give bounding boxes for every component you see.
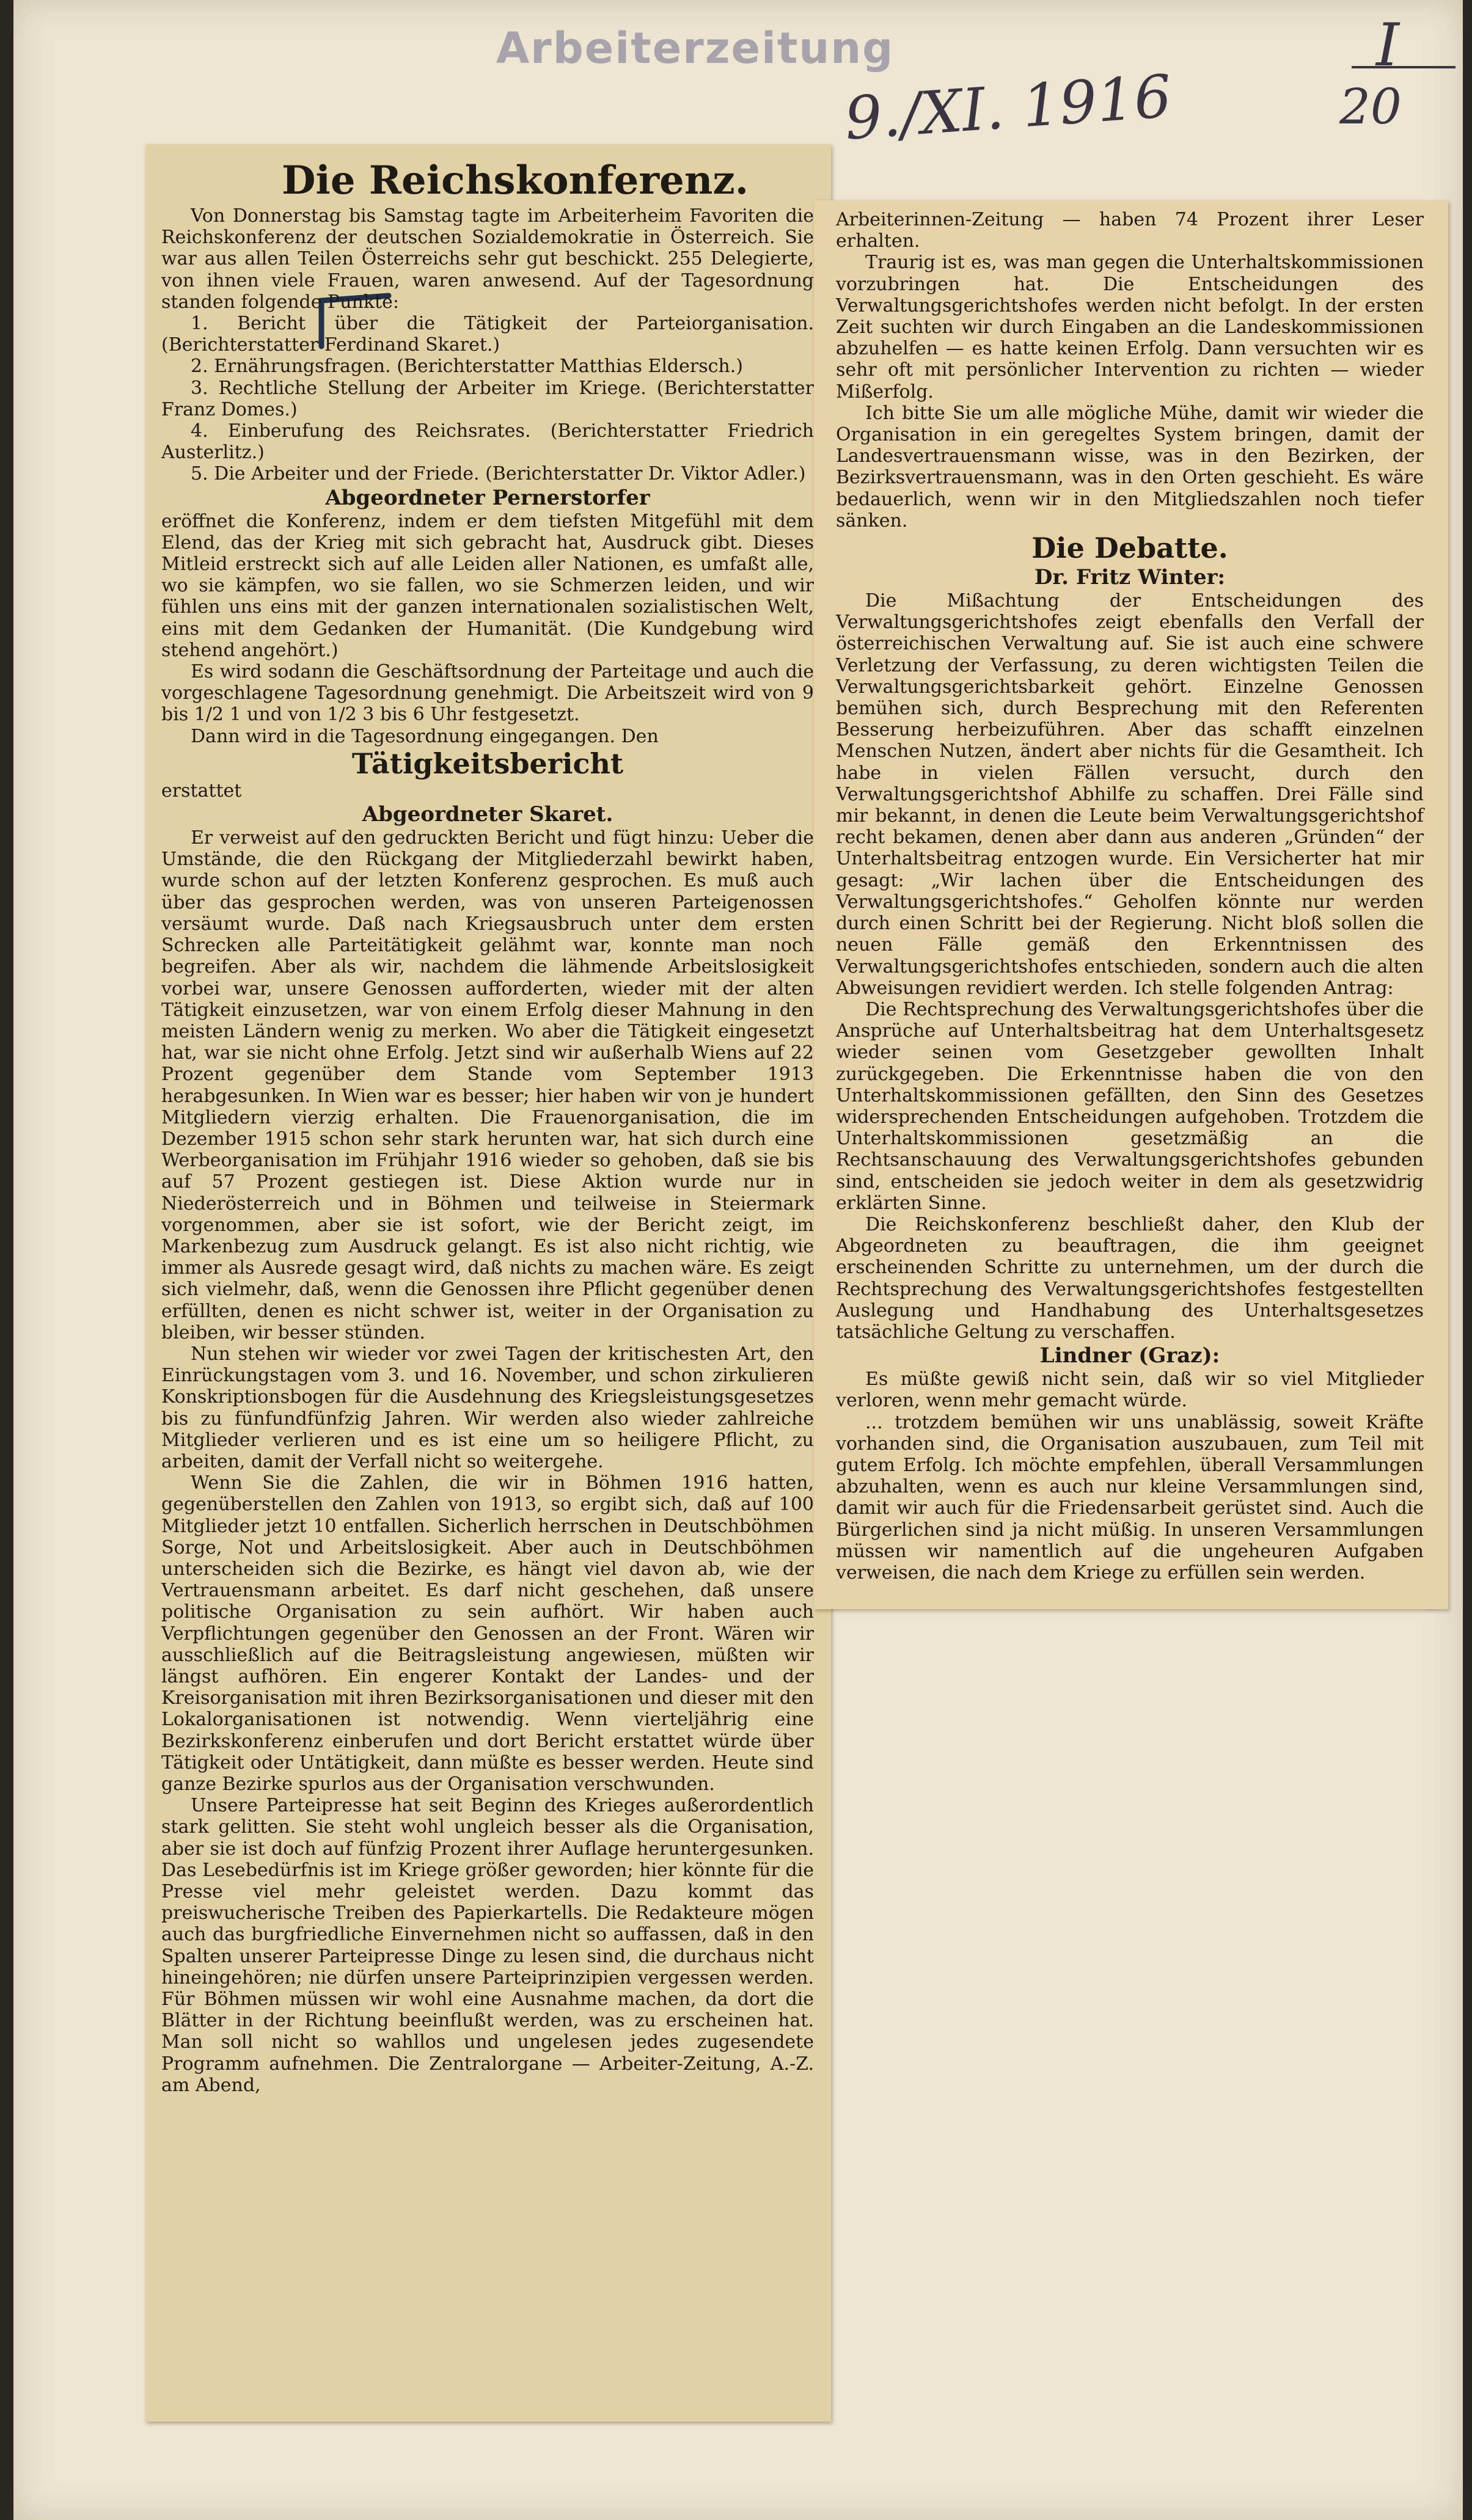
archive-stamp: Arbeiterzeitung <box>496 23 895 73</box>
body-paragraph: Es müßte gewiß nicht sein, daß wir so viel Mitglieder verloren, wenn mehr gemacht würde. <box>836 1368 1424 1412</box>
intro-paragraph: Von Donnerstag bis Samstag tagte im Arbeiterheim Favoriten die Reichskonferenz der deutschen Sozialdemokratie in Österreich. Sie war aus allen Teilen Österreichs sehr gut beschickt. 255 Delegierte, von ihnen viele Frauen, waren anwesend. Auf der Tagesordnung standen folgende Punkte: <box>161 205 814 313</box>
body-paragraph: Arbeiterinnen-Zeitung — haben 74 Prozent ihrer Leser erhalten. <box>836 209 1424 252</box>
newspaper-clipping-right <box>814 200 1448 1609</box>
body-paragraph: ... trotzdem bemühen wir uns unablässig, soweit Kräfte vorhanden sind, die Organisation auszubauen, zum Teil mit gutem Erfolg. Ich möchte empfehlen, überall Versammlungen abzuhalten, wenn es auch nur kleine Versammlungen sind, damit wir auch für die Friedensarbeit gerüstet sind. Auch die Bürgerlichen sind ja nicht müßig. In unseren Versammlungen müssen wir namentlich auf die ungeheuren Aufgaben verweisen, die nach dem Kriege zu erfüllen sein werden. <box>836 1411 1424 1583</box>
archive-sheet <box>13 0 1463 2520</box>
left-column <box>161 156 814 2096</box>
body-paragraph: Es wird sodann die Geschäftsordnung der Parteitage und auch die vorgeschlagene Tagesordnung genehmigt. Die Arbeitszeit wird von 9 bis 1/2 1 und von 1/2 3 bis 6 Uhr festgesetzt. <box>161 661 814 726</box>
section-heading: Tätigkeitsbericht <box>351 747 624 780</box>
speaker-heading: Lindner (Graz): <box>1039 1343 1220 1368</box>
agenda-item: 3. Rechtliche Stellung der Arbeiter im Kriege. (Berichterstatter Franz Domes.) <box>161 377 814 420</box>
body-paragraph: Dann wird in die Tagesordnung eingegangen. Den <box>191 725 659 747</box>
body-paragraph: Traurig ist es, was man gegen die Unterhaltskommissionen vorzubringen hat. Die Entscheidungen des Verwaltungsgerichtshofes werden nicht befolgt. In der ersten Zeit suchten wir durch Eingaben an die Landeskommissionen abzuhelfen — es hatte keinen Erfolg. Dann versuchten wir es sehr oft mit persönlicher Intervention zu richten — wieder Mißerfolg. <box>836 252 1424 403</box>
article-title: Die Reichskonferenz. <box>282 158 749 203</box>
section-heading: Die Debatte. <box>1031 531 1228 565</box>
body-paragraph: erstattet <box>161 780 242 802</box>
speaker-heading: Abgeordneter Skaret. <box>362 802 613 827</box>
body-paragraph: Wenn Sie die Zahlen, die wir in Böhmen 1916 hatten, gegenüberstellen den Zahlen von 1913, so ergibt sich, daß auf 100 Mitglieder jetzt 10 entfallen. Sicherlich herrschen in Deutschböhmen Sorge, Not und Arbeitslosigkeit. Aber auch in Deutschböhmen unterscheiden sich die Bezirke, es hängt viel davon ab, wie der Vertrauensmann arbeitet. Es darf nicht geschehen, daß unsere politische Organisation zu sein aufhört. Wir haben auch Verpflichtungen gegenüber den Genossen an der Front. Wären wir ausschließlich auf die Beitragsleistung angewiesen, müßten wir längst aufhören. Ein engerer Kontakt der Landes- und der Kreisorganisation mit ihren Bezirksorganisationen und dieser mit den Lokalorganisationen ist notwendig. Wenn vierteljährig eine Bezirkskonferenz einberufen und dort Bericht erstattet würde über Tätigkeit oder Untätigkeit, dann müßte es besser werden. Heute sind ganze Bezirke spurlos aus der Organisation verschwunden. <box>161 1472 814 1795</box>
speaker-heading: Dr. Fritz Winter: <box>1034 565 1226 590</box>
body-paragraph: Die Mißachtung der Entscheidungen des Verwaltungsgerichtshofes zeigt ebenfalls den Verfall der österreichischen Verwaltung auf. Sie ist auch eine schwere Verletzung der Verfassung, zu deren wichtigsten Teilen die Verwaltungsgerichtsbarkeit gehört. Einzelne Genossen bemühen sich, durch Besprechung mit den Referenten Besserung herbeizuführen. Aber das schafft einzelnen Menschen Nutzen, ändert aber nichts für die Gesamtheit. Ich habe in vielen Fällen versucht, durch den Verwaltungsgerichtshof Abhilfe zu schaffen. Drei Fälle sind mir bekannt, in denen die Leute beim Verwaltungsgerichtshof recht bekamen, denen aber dann aus anderen „Gründen“ der Unterhaltsbeitrag entzogen wurde. Ein Versicherter hat mir gesagt: „Wir lachen über die Entscheidungen des Verwaltungsgerichtshofes.“ Geholfen könnte nur werden durch einen Schritt bei der Regierung. Nicht bloß sollen die neuen Fälle gemäß den Erkenntnissen des Verwaltungsgerichtshofes entschieden, sondern auch die alten Abweisungen revidiert werden. Ich stelle folgenden Antrag: <box>836 590 1424 999</box>
body-paragraph: Unsere Parteipresse hat seit Beginn des Krieges außerordentlich stark gelitten. Sie steht wohl ungleich besser als die Organisation, aber sie ist doch auf fünfzig Prozent ihrer Auflage heruntergesunken. Das Lesebedürfnis ist im Kriege größer geworden; hier könnte für die Presse viel mehr geleistet werden. Dazu kommt das preiswucherische Treiben des Papierkartells. Die Redakteure mögen auch das burgfriedliche Einvernehmen nicht so auffassen, daß in den Spalten unserer Parteipresse Dinge zu lesen sind, die durchaus nicht hineingehören; nie dürfen unsere Parteiprinzipien vergessen werden. Für Böhmen müssen wir wohl eine Ausnahme machen, da dort die Blätter in der Richtung beeinflußt werden, was zu erscheinen hat. Man soll nicht so wahllos und ungelesen jedes zugesendete Programm aufnehmen. Die Zentralorgane — Arbeiter-Zeitung, A.-Z. am Abend, <box>161 1795 814 2096</box>
body-paragraph: Ich bitte Sie um alle mögliche Mühe, damit wir wieder die Organisation in ein geregeltes System bringen, damit der Landesvertrauensmann wisse, was in den Bezirken, der Bezirksvertrauensmann, was in den Orten geschieht. Es wäre bedauerlich, wenn wir in den Mitgliedszahlen noch tiefer sänken. <box>836 402 1424 531</box>
speaker-heading: Abgeordneter Pernerstorfer <box>325 485 650 510</box>
agenda-item: 1. Bericht über die Tätigkeit der Parteiorganisation. (Berichterstatter Ferdinand Skaret.) <box>161 313 814 356</box>
agenda-item: 4. Einberufung des Reichsrates. (Berichterstatter Friedrich Austerlitz.) <box>161 420 814 464</box>
body-paragraph: Er verweist auf den gedruckten Bericht und fügt hinzu: Ueber die Umstände, die den Rückgang der Mitgliederzahl bewirkt haben, wurde schon auf der letzten Konferenz gesprochen. Es muß auch über das gesprochen werden, was von unseren Parteigenossen versäumt wurde. Daß nach Kriegsausbruch unter dem ersten Schrecken alle Parteitätigkeit gelähmt war, konnte man noch begreifen. Aber als wir, nachdem die lähmende Arbeitslosigkeit vorbei war, unsere Genossen aufforderten, wieder mit der alten Tätigkeit einzusetzen, war von einem Erfolg dieser Mahnung in den meisten Ländern wenig zu merken. Wo aber die Tätigkeit eingesetzt hat, war sie nicht ohne Erfolg. Jetzt sind wir außerhalb Wiens auf 22 Prozent gegenüber dem Stande vom September 1913 herabgesunken. In Wien war es besser; hier haben wir von je hundert Mitgliedern vierzig erhalten. Die Frauenorganisation, die im Dezember 1915 schon sehr stark herunten war, hat sich durch eine Werbeorganisation im Frühjahr 1916 wieder so gehoben, daß sie bis auf 57 Prozent gestiegen ist. Diese Aktion wurde nur in Niederösterreich und in Böhmen und teilweise in Steiermark vorgenommen, aber sie ist sofort, wie der Bericht zeigt, im Markenbezug zum Ausdruck gelangt. Es ist also nicht richtig, wie immer als Ausrede gesagt wird, daß nichts zu machen wäre. Es zeigt sich vielmehr, daß, wenn die Genossen ihre Pflicht gegenüber denen erfüllten, denen es nicht schwer ist, weiter in der Organisation zu bleiben, wir besser stünden. <box>161 827 814 1343</box>
handwritten-roman-numeral: I <box>1376 11 1399 79</box>
body-paragraph: Nun stehen wir wieder vor zwei Tagen der kritischesten Art, den Einrückungstagen vom 3. und 16. November, und schon zirkulieren Konskriptionsbogen für die Ausdehnung des Kriegsleistungsgesetzes bis zu fünfundfünfzig Jahren. Wir werden also wieder zahlreiche Mitglieder verlieren und es ist eine um so heiligere Pflicht, zu arbeiten, damit der Verfall nicht so weitergehe. <box>161 1343 814 1472</box>
handwritten-date: 9./XI. 1916 <box>842 62 1174 153</box>
handwritten-underline <box>1352 66 1456 68</box>
newspaper-clipping-left <box>145 144 831 2422</box>
agenda-item: 5. Die Arbeiter und der Friede. (Berichterstatter Dr. Viktor Adler.) <box>191 463 806 485</box>
body-paragraph: eröffnet die Konferenz, indem er dem tiefsten Mitgefühl mit dem Elend, das der Krieg mit sich gebracht hat, Ausdruck gibt. Dieses Mitleid erstreckt sich auf alle Leiden aller Nationen, es umfaßt alle, wo sie kämpfen, wo sie fallen, wo sie Schmerzen leiden, und wir fühlen uns eins mit der ganzen internationalen sozialistischen Welt, eins mit dem Gedanken der Humanität. (Die Kundgebung wird stehend angehört.) <box>161 510 814 661</box>
handwritten-folio-number: 20 <box>1339 78 1402 135</box>
body-paragraph: Die Reichskonferenz beschließt daher, den Klub der Abgeordneten zu beauftragen, die ihm geeignet erscheinenden Schritte zu unternehmen, um der durch die Rechtsprechung des Verwaltungsgerichtshofes festgestellten Auslegung und Handhabung des Unterhaltsgesetzes tatsächliche Geltung zu verschaffen. <box>836 1213 1424 1343</box>
right-column <box>836 209 1424 1583</box>
body-paragraph: Die Rechtsprechung des Verwaltungsgerichtshofes über die Ansprüche auf Unterhaltsbeitrag hat dem Unterhaltsgesetz wieder seinen vom Gesetzgeber gewollten Inhalt zurückgegeben. Die Erkenntnisse haben die von den Unterhaltskommissionen gefällten, den Sinn des Gesetzes widersprechenden Entscheidungen aufgehoben. Trotzdem die Unterhaltskommissionen gesetzmäßig an die Rechtsanschauung des Verwaltungsgerichtshofes gebunden sind, entscheiden sie jedoch weiter in dem als gesetzwidrig erklärten Sinne. <box>836 998 1424 1214</box>
agenda-item: 2. Ernährungsfragen. (Berichterstatter Matthias Eldersch.) <box>191 356 743 378</box>
